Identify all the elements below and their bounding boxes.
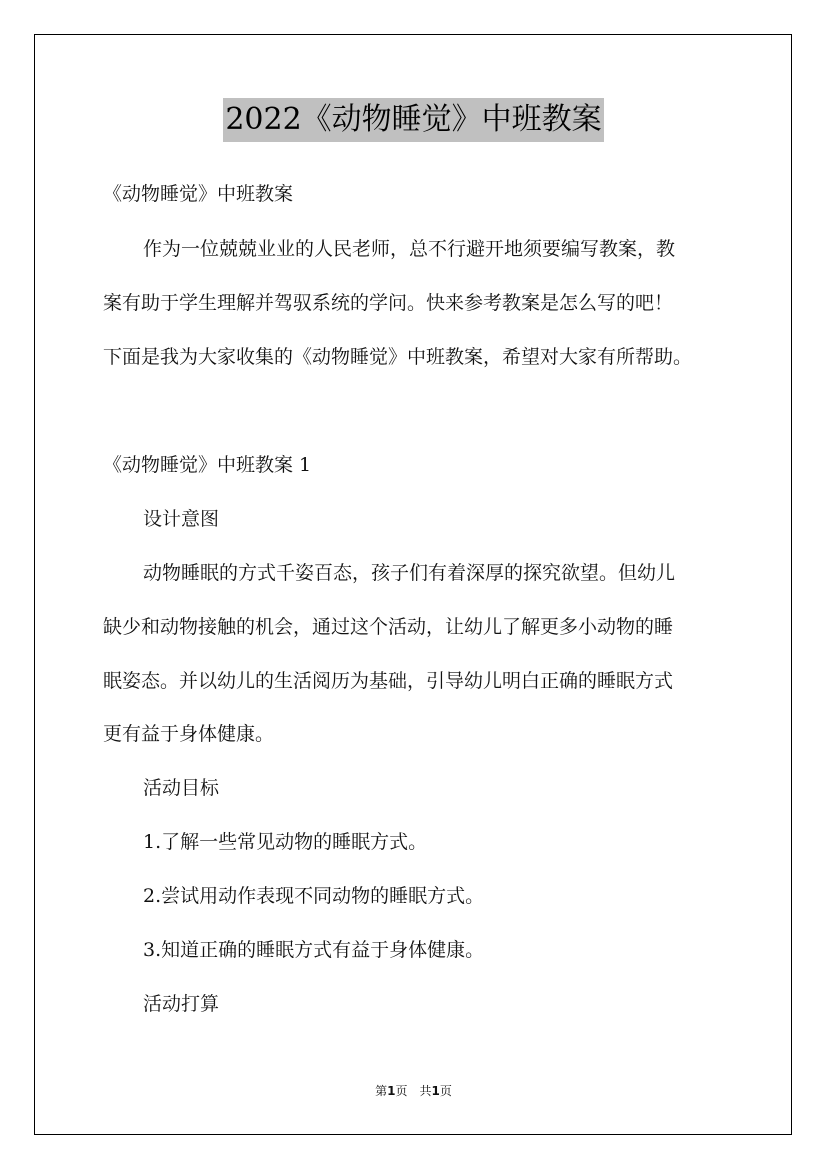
total-prefix: 共 [419,1084,432,1098]
document-title: 2022《动物睡觉》中班教案 [223,98,603,142]
design-text-line-1: 动物睡眠的方式千姿百态，孩子们有着深厚的探究欲望。但幼儿 [143,562,676,584]
design-heading: 设计意图 [143,508,220,530]
section-heading: 《动物睡觉》中班教案 1 [103,454,312,476]
page-prefix: 第 [375,1084,388,1098]
document-subtitle: 《动物睡觉》中班教案 [103,183,294,205]
goal-item: 1.了解一些常见动物的睡眠方式。 [143,831,428,853]
goal-item: 2.尝试用动作表现不同动物的睡眠方式。 [143,885,485,907]
page-footer [0,1083,827,1099]
page-number: 1 [387,1084,396,1098]
intro-line-2: 案有助于学生理解并驾驭系统的学问。快来参考教案是怎么写的吧！ [103,292,674,314]
design-text-line-3: 眠姿态。并以幼儿的生活阅历为基础，引导幼儿明白正确的睡眠方式 [103,670,674,692]
goals-heading: 活动目标 [143,777,220,799]
design-text-line-2: 缺少和动物接触的机会，通过这个活动，让幼儿了解更多小动物的睡 [103,616,674,638]
intro-line-1: 作为一位兢兢业业的人民老师，总不行避开地须要编写教案，教 [143,238,676,260]
page-suffix: 页 [395,1084,408,1098]
total-pages: 1 [431,1084,440,1098]
design-text-line-4: 更有益于身体健康。 [103,723,275,745]
total-suffix: 页 [439,1084,452,1098]
intro-line-3: 下面是我为大家收集的《动物睡觉》中班教案，希望对大家有所帮助。 [103,346,693,368]
title-container [0,98,827,142]
preparation-heading: 活动打算 [143,993,220,1015]
goal-item: 3.知道正确的睡眠方式有益于身体健康。 [143,939,485,961]
